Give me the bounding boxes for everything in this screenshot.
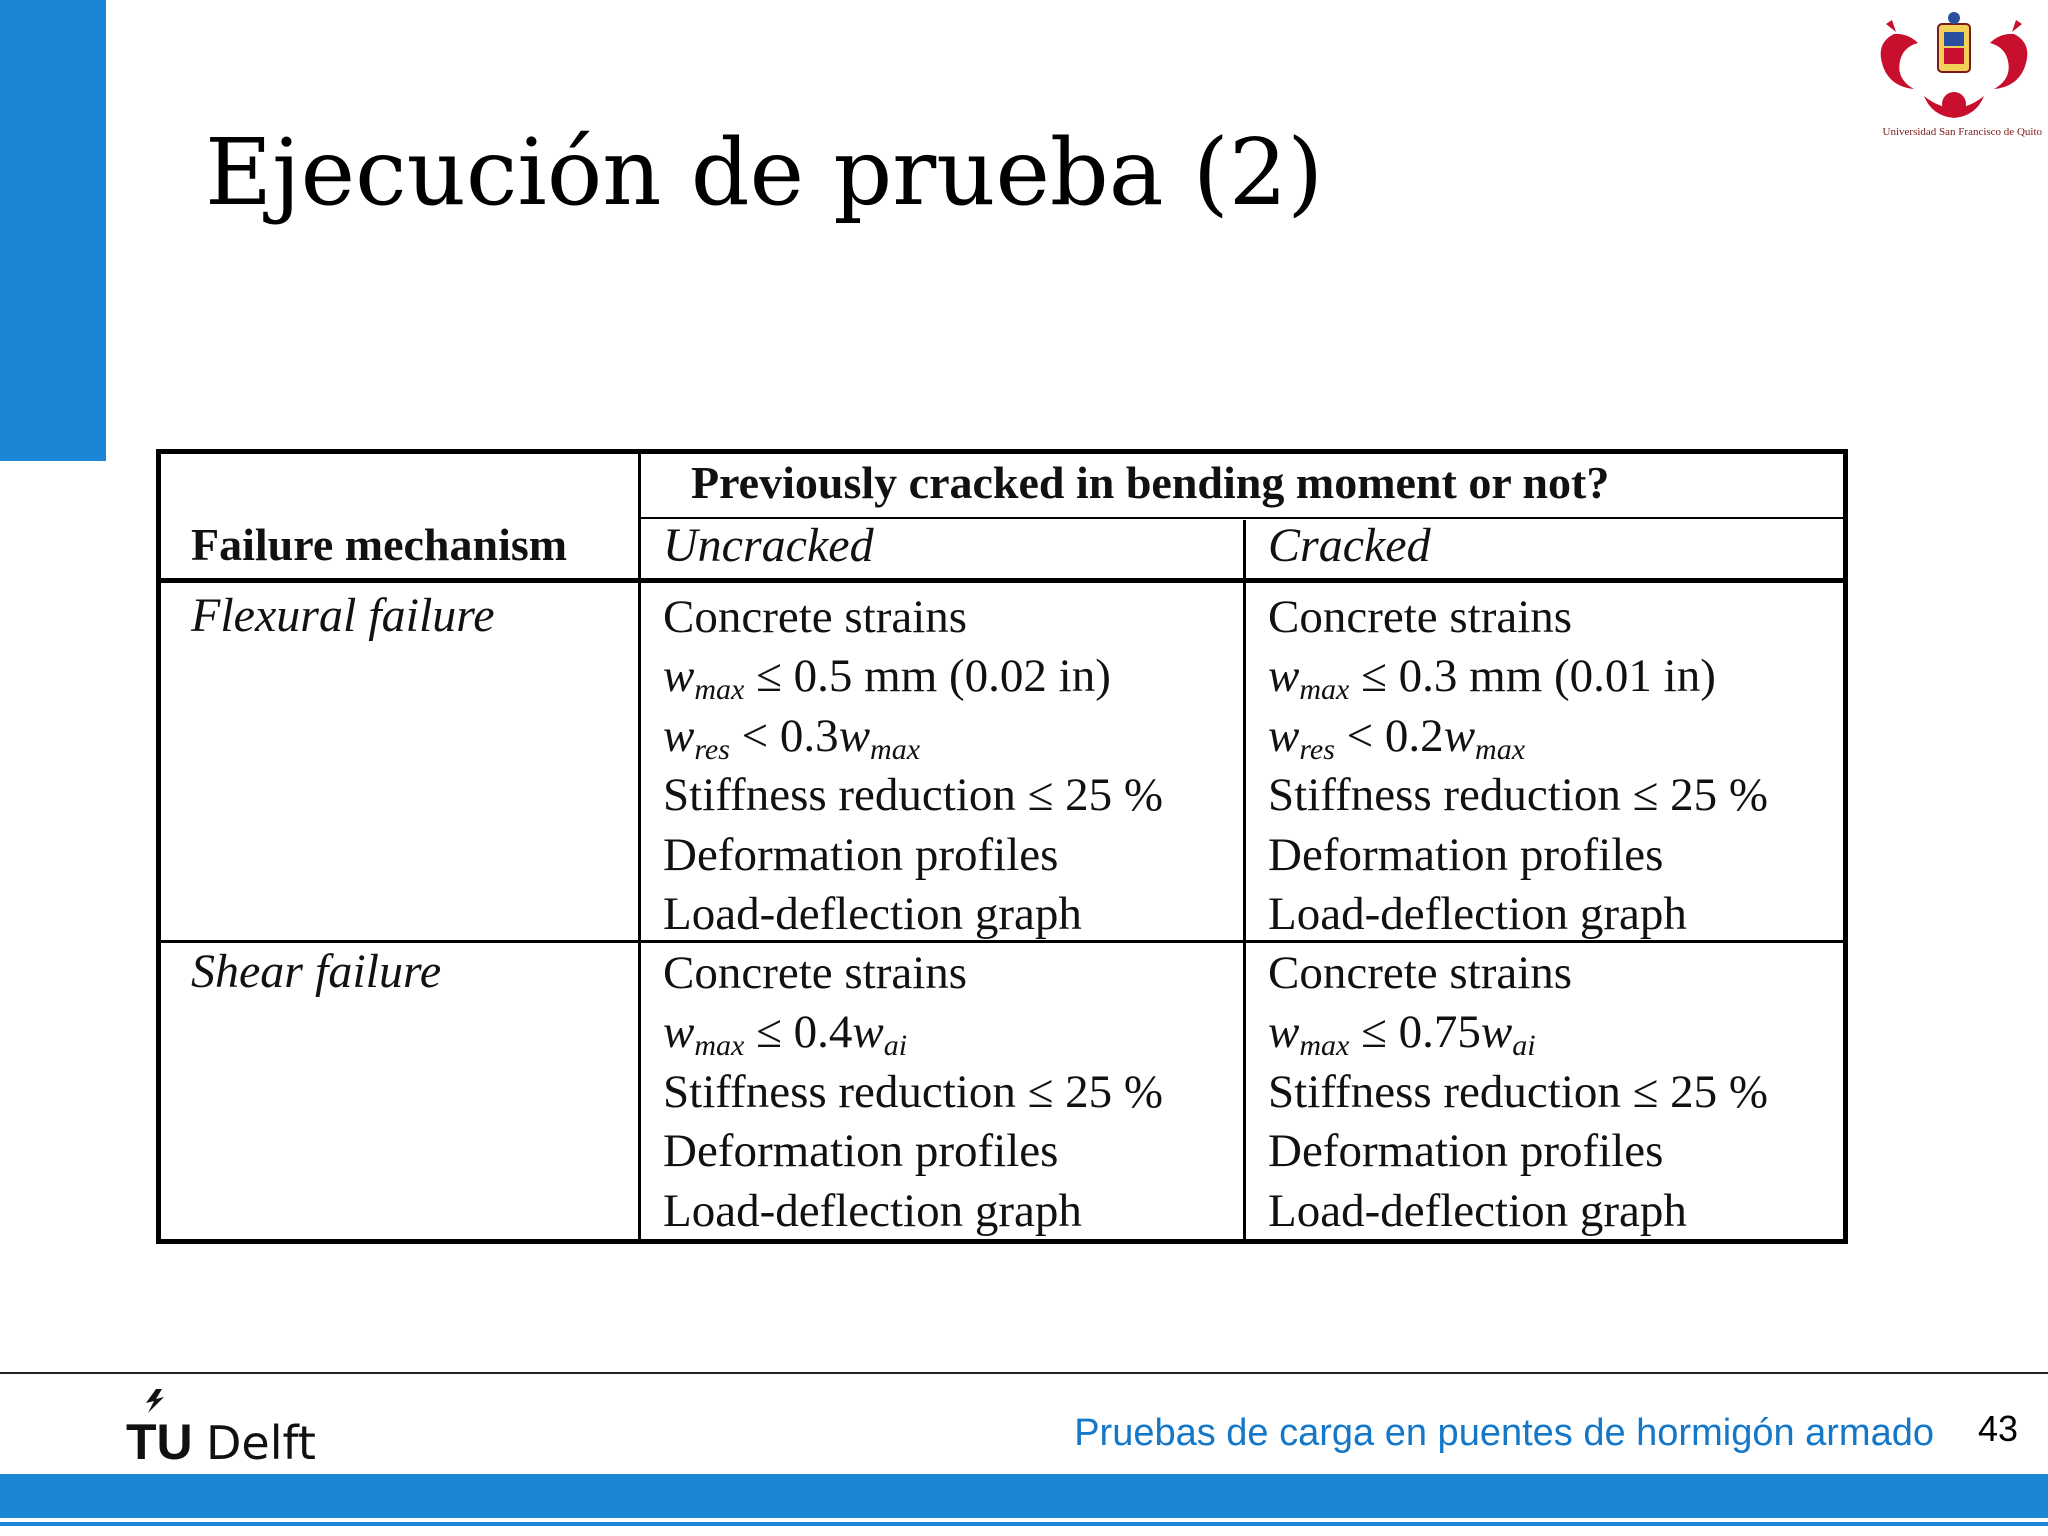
- list-item: $w_{max} \le 0.4w_{ai}$: [663, 1006, 908, 1063]
- list-item: $w_{max} \le 0.3$ mm (0.01 in): [1268, 650, 1716, 707]
- list-item: Concrete strains: [663, 947, 968, 999]
- list-item: Stiffness reduction ≤ 25 %: [1268, 1065, 1769, 1118]
- shear-cracked-cell: [1246, 938, 1843, 1241]
- list-item: Concrete strains: [663, 591, 968, 643]
- crest-caption: Universidad San Francisco de Quito: [1882, 126, 2042, 138]
- list-item: $w_{max} \le 0.5$ mm (0.02 in): [663, 650, 1111, 707]
- list-item: Concrete strains: [1268, 591, 1573, 643]
- list-item: $w_{max} \le 0.75w_{ai}$: [1268, 1006, 1536, 1063]
- criteria-table: [156, 449, 1848, 1244]
- svg-text:Delft: Delft: [206, 1416, 316, 1465]
- flexural-cracked-cell: [1246, 582, 1843, 944]
- footer-caption: Pruebas de carga en puentes de hormigón armado: [1074, 1412, 1934, 1454]
- header-failure-mechanism: Failure mechanism: [191, 519, 568, 570]
- university-crest-logo: [1864, 4, 2044, 144]
- list-item: Load-deflection graph: [1268, 887, 1687, 940]
- bottom-accent-bar: [0, 1474, 2048, 1518]
- header-uncracked: Uncracked: [663, 519, 874, 572]
- list-item: Stiffness reduction ≤ 25 %: [1268, 769, 1769, 822]
- list-item: Stiffness reduction ≤ 25 %: [663, 1065, 1164, 1118]
- list-item: Deformation profiles: [663, 828, 1059, 881]
- footer-rule: [0, 1372, 2048, 1374]
- list-item: Stiffness reduction ≤ 25 %: [663, 769, 1164, 822]
- list-item: Deformation profiles: [1268, 828, 1664, 881]
- shear-uncracked-cell: [641, 938, 1243, 1241]
- header-previously-cracked: Previously cracked in bending moment or not?: [691, 457, 1610, 508]
- list-item: Deformation profiles: [663, 1125, 1059, 1178]
- list-item: Load-deflection graph: [663, 1184, 1082, 1237]
- list-item: Load-deflection graph: [1268, 1184, 1687, 1237]
- flexural-uncracked-cell: [641, 582, 1243, 944]
- list-item: Load-deflection graph: [663, 887, 1082, 940]
- bottom-accent-line: [0, 1522, 2048, 1526]
- page-number: 43: [1977, 1408, 2018, 1449]
- left-accent-bar: [0, 0, 106, 461]
- slide-title: Ejecución de prueba (2): [205, 119, 1324, 226]
- list-item: $w_{res} < 0.2w_{max}$: [1268, 709, 1526, 766]
- header-cracked: Cracked: [1268, 519, 1431, 572]
- svg-text:TU: TU: [126, 1414, 193, 1465]
- tu-delft-logo: [126, 1385, 326, 1465]
- list-item: Deformation profiles: [1268, 1125, 1664, 1178]
- row-label-flexural: Flexural failure: [191, 589, 495, 642]
- row-label-shear: Shear failure: [191, 945, 442, 998]
- list-item: $w_{res} < 0.3w_{max}$: [663, 709, 921, 766]
- list-item: Concrete strains: [1268, 947, 1573, 999]
